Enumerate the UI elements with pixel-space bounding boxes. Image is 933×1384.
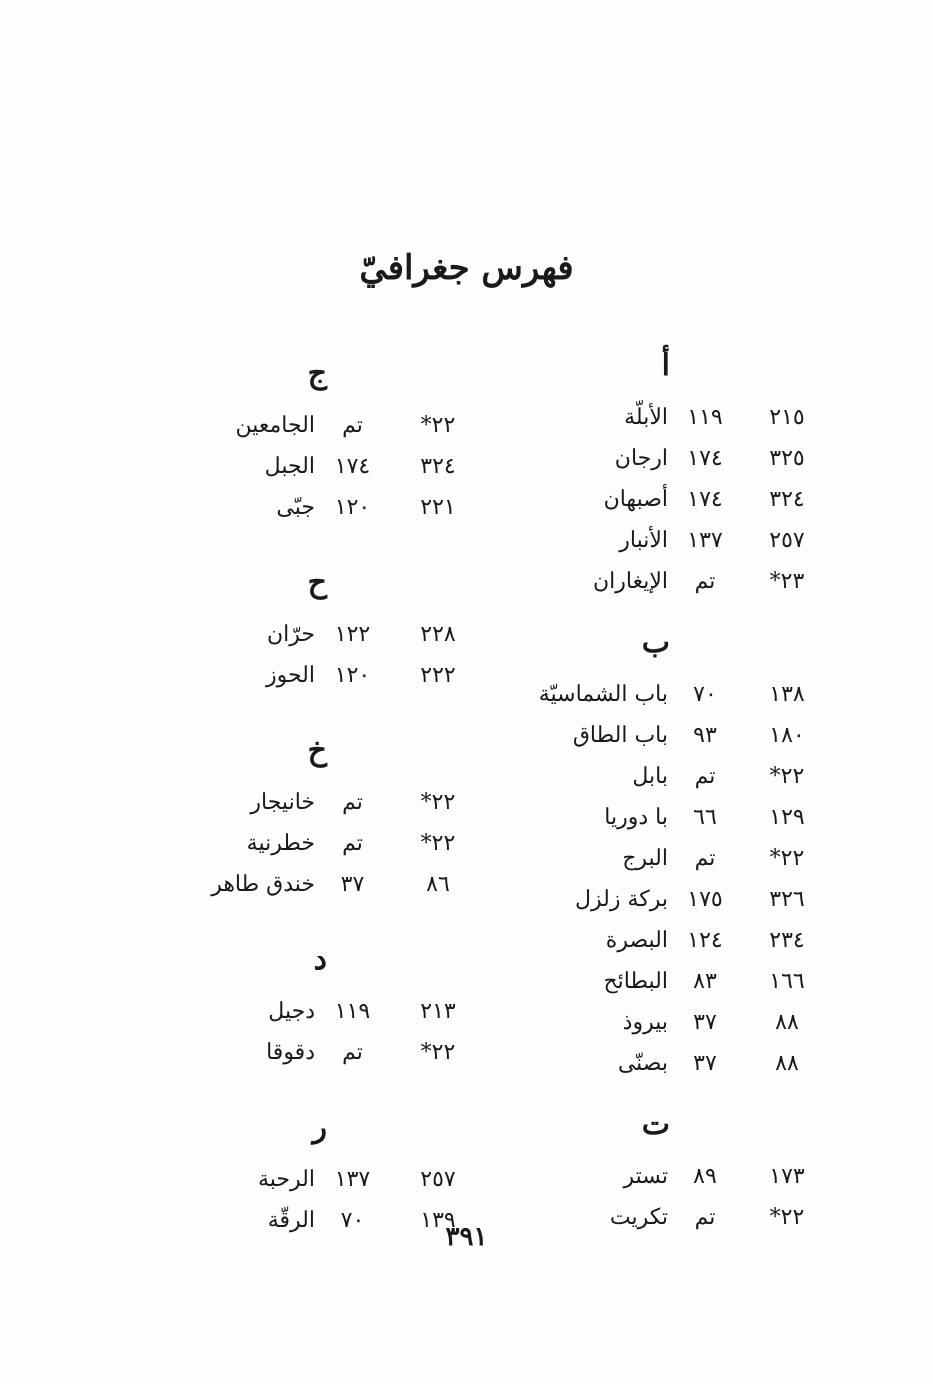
entry-number: ١٨٠ [769,723,805,748]
page-reference: تم [342,790,363,815]
entry-number: ٢٢* [769,846,805,871]
place-name: با دوريا [604,805,668,830]
place-name: ارجان [614,446,668,471]
entry-number: ٢٢* [769,1205,805,1230]
place-name: بركة زلزل [575,887,668,912]
index-entry [560,964,820,1000]
page-reference: ١١٩ [334,999,371,1024]
index-entry [560,441,820,477]
entry-number: ١٦٦ [769,969,805,994]
page-reference: تم [342,413,363,438]
page-reference: ٣٧ [340,872,365,897]
entry-number: ٢٢٢ [420,663,456,688]
page-reference: ٦٦ [693,805,717,830]
index-entry [210,826,475,862]
place-name: بصنّى [617,1051,668,1076]
entry-number: ٢٢* [420,1040,456,1065]
index-entry [210,994,475,1030]
section-letter: د [313,942,327,977]
page-reference: ١١٩ [687,405,723,430]
index-entry [210,658,475,694]
index-entry [210,490,475,526]
entry-number: ٢٢* [420,413,456,438]
entry-number: ١٣٨ [769,682,805,707]
index-entry [210,1035,475,1071]
section-letter: ب [641,625,670,660]
section-letter: ر [312,1110,327,1145]
place-name: أصبهان [603,487,668,512]
entry-number: ٢٢١ [420,495,456,520]
page-reference: ٨٩ [693,1164,717,1189]
index-entry [560,882,820,918]
page-reference: ٣٧ [693,1051,717,1076]
page-reference: ١٧٤ [687,446,723,471]
page-reference: تم [342,831,363,856]
section-letter: ت [641,1107,670,1142]
index-entry [560,759,820,795]
page-reference: ١٢٤ [687,928,723,953]
place-name: الأبلّة [624,405,668,430]
index-entry [210,867,475,903]
place-name: الرقّة [267,1208,315,1233]
index-entry [210,408,475,444]
page-reference: ٩٣ [693,723,717,748]
entry-number: ٢٢* [769,764,805,789]
entry-number: ٢٣* [769,569,805,594]
index-entry [210,449,475,485]
index-entry [210,617,475,653]
index-entry [210,785,475,821]
place-name: تستر [623,1164,668,1189]
entry-number: ٣٢٤ [420,454,456,479]
place-name: باب الطاق [572,723,668,748]
place-name: باب الشماسيّة [538,682,668,707]
place-name: دجيل [268,999,315,1024]
page-number: ٣٩١ [445,1222,488,1252]
page-reference: ٧٠ [340,1208,365,1233]
place-name: البطائح [603,969,668,994]
entry-number: ١٢٩ [769,805,805,830]
place-name: دقوقا [266,1040,315,1065]
entry-number: ١٣٩ [420,1208,456,1233]
section-letter: ج [307,356,327,391]
place-name: البرج [622,846,668,871]
section-letter: أ [661,348,670,383]
entry-number: ٣٢٦ [769,887,805,912]
entry-number: ٣٢٥ [769,446,805,471]
page-reference: تم [694,569,716,594]
place-name: الرحبة [258,1167,315,1192]
index-entry [538,677,820,713]
section-letter: خ [307,733,327,768]
place-name: خانيجار [250,790,315,815]
entry-number: ٨٨ [775,1051,799,1076]
place-name: حرّان [266,622,315,647]
index-entry [210,1162,475,1198]
place-name: بيروذ [622,1010,668,1035]
entry-number: ٢٢* [420,831,456,856]
place-name: تكريت [609,1205,668,1230]
index-entry [560,841,820,877]
index-entry [560,400,820,436]
page-reference: ١٢٠ [334,663,371,688]
page-reference: ١٧٥ [687,887,723,912]
page-title: فهرس جغرافيّ [359,248,574,288]
index-entry [560,1159,820,1195]
page-reference: ١٣٧ [334,1167,371,1192]
entry-number: ٢٥٧ [769,528,805,553]
page-reference: ٣٧ [693,1010,717,1035]
index-entry [560,564,820,600]
place-name: البصرة [605,928,668,953]
entry-number: ٢١٥ [769,405,805,430]
page-reference: تم [694,764,716,789]
place-name: الإيغاران [593,569,668,594]
place-name: الجامعين [235,413,315,438]
page-reference: ١٢٠ [334,495,371,520]
entry-number: ٢١٣ [420,999,456,1024]
entry-number: ١٧٣ [769,1164,805,1189]
index-entry [560,523,820,559]
index-entry [560,718,820,754]
page-reference: ١٧٤ [687,487,723,512]
index-entry [560,1005,820,1041]
place-name: الجبل [264,454,315,479]
index-entry [560,800,820,836]
page-reference: ١٣٧ [687,528,723,553]
page-reference: ١٢٢ [334,622,371,647]
index-entry [560,482,820,518]
entry-number: ٢٣٤ [769,928,805,953]
entry-number: ٢٢٨ [420,622,456,647]
place-name: الحوز [265,663,315,688]
place-name: خطرنية [246,831,315,856]
page-reference: ١٧٤ [334,454,371,479]
place-name: بابل [632,764,668,789]
section-letter: ح [307,565,327,600]
place-name: الأنبار [619,528,668,553]
entry-number: ٨٦ [426,872,450,897]
entry-number: ٢٢* [420,790,456,815]
entry-number: ٨٨ [775,1010,799,1035]
page-reference: تم [342,1040,363,1065]
entry-number: ٣٢٤ [769,487,805,512]
place-name: خندق طاهر [211,872,315,897]
page-reference: تم [694,1205,716,1230]
page-reference: تم [694,846,716,871]
page-reference: ٨٣ [693,969,717,994]
index-entry [560,923,820,959]
place-name: جبّى [276,495,315,520]
entry-number: ٢٥٧ [420,1167,456,1192]
index-entry [560,1046,820,1082]
page-reference: ٧٠ [693,682,717,707]
